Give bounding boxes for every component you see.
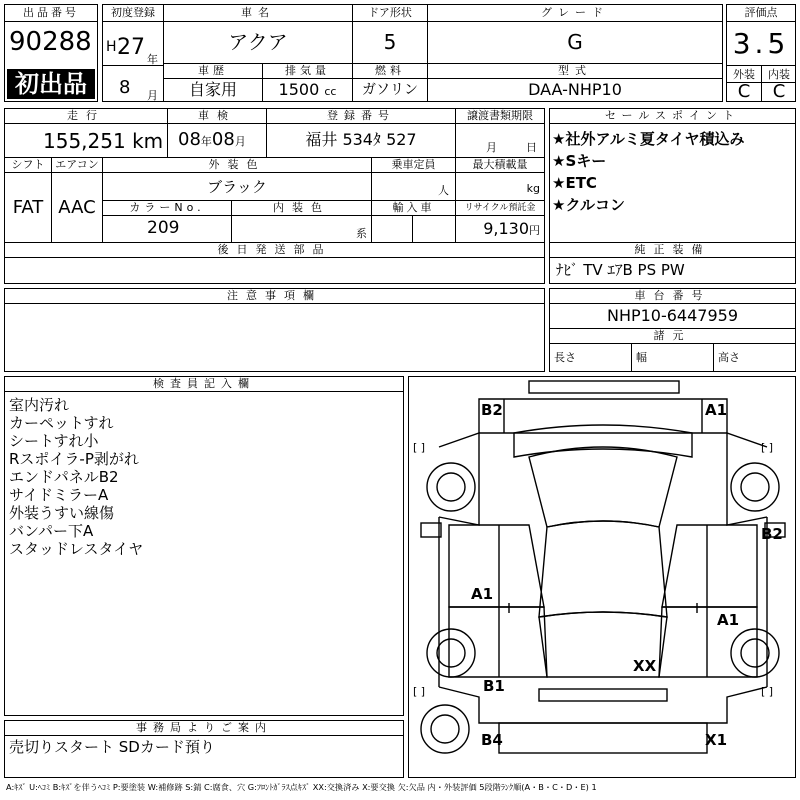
mark-xx: XX xyxy=(633,657,657,675)
inspector-note-line: カーペットすれ xyxy=(9,414,114,432)
capacity-unit: 人 xyxy=(438,184,449,197)
mark-b4: B4 xyxy=(481,731,503,749)
car-name-label: 車名 xyxy=(164,5,352,22)
era-letter: H xyxy=(106,39,117,55)
grade-value: G xyxy=(567,30,583,54)
inspection-month-unit: 月 xyxy=(234,135,246,148)
sales-point-item: ★Sキー xyxy=(552,152,607,170)
sales-points-list xyxy=(550,124,795,216)
notes-label: 注意事項欄 xyxy=(5,289,544,304)
inspector-note-line: エンドパネルB2 xyxy=(9,468,119,486)
interior-grade: C xyxy=(761,81,796,101)
mark-a1-front-right: A1 xyxy=(705,401,728,419)
inspector-note-line: シートすれ小 xyxy=(9,432,99,450)
aircon-value: AAC xyxy=(58,197,96,218)
bracket-left-bottom: [ ] xyxy=(413,685,426,698)
mileage-number: 155,251 xyxy=(43,129,126,153)
grade-cell xyxy=(427,4,723,64)
history-value: 自家用 xyxy=(188,80,237,99)
inspector-note-line: 室内汚れ xyxy=(9,396,70,414)
month-unit: 月 xyxy=(147,89,158,102)
displacement-unit: cc xyxy=(324,85,337,98)
displacement-number: 1500 xyxy=(278,80,320,99)
interior-color-label: 内装色 xyxy=(232,201,371,216)
inspector-note-line: スタッドレスタイヤ xyxy=(9,540,144,558)
lot-number-label: 出品番号 xyxy=(5,5,97,22)
mileage-cell xyxy=(4,108,168,158)
mark-b2-right: B2 xyxy=(761,525,783,543)
sales-points-block xyxy=(549,108,796,243)
aircon-label: エアコン xyxy=(52,158,102,173)
exterior-color-cell xyxy=(102,157,372,201)
max-load-unit: kg xyxy=(526,182,540,195)
fuel-cell xyxy=(352,63,428,102)
lot-number-block xyxy=(4,4,98,102)
inspector-note-line: 外装うすい線傷 xyxy=(9,504,115,522)
inspection-year-unit: 年 xyxy=(200,135,212,148)
width-label: 幅 xyxy=(632,344,714,372)
length-label: 長さ xyxy=(550,344,632,372)
shift-label: シフト xyxy=(5,158,51,173)
model-cell xyxy=(427,63,723,102)
office-text: 売切りスタート SDカード預り xyxy=(9,738,215,756)
max-load-cell xyxy=(455,157,545,201)
aircon-cell xyxy=(51,157,103,243)
height-label: 高さ xyxy=(718,351,740,364)
import-label: 輸入車 xyxy=(372,201,455,216)
car-name-cell xyxy=(163,4,353,64)
history-label: 車歴 xyxy=(164,64,262,79)
shift-cell xyxy=(4,157,52,243)
transfer-docs-label: 譲渡書類期限 xyxy=(456,109,544,124)
capacity-label: 乗車定員 xyxy=(372,158,455,173)
exterior-grade: C xyxy=(737,81,751,102)
inspector-note-line: サイドミラーA xyxy=(9,486,109,504)
later-parts-label: 後日発送部品 xyxy=(5,243,544,258)
mileage-unit: km xyxy=(132,129,164,153)
color-no-cell xyxy=(102,200,232,243)
inspector-label: 検査員記入欄 xyxy=(5,377,403,392)
door-count: 5 xyxy=(383,30,397,54)
mark-x1: X1 xyxy=(705,731,728,749)
equipment-label: 純正装備 xyxy=(550,243,795,258)
mark-a1-right: A1 xyxy=(717,611,740,629)
displacement-label: 排気量 xyxy=(263,64,352,79)
notes-block xyxy=(4,288,545,372)
office-label: 事務局よりご案内 xyxy=(5,721,403,736)
displacement-value xyxy=(263,79,352,103)
color-no-label: カラーNo. xyxy=(103,201,231,216)
equipment-block xyxy=(549,242,796,284)
sales-point-item: ★社外アルミ夏タイヤ積込み xyxy=(552,130,745,148)
legend-text: A:ｷｽﾞ U:ﾍｺﾐ B:ｷｽﾞを伴うﾍｺﾐ P:要塗装 W:補修跡 S:錆 C:腐食、穴 G:ﾌﾛﾝﾄｶﾞﾗｽ点ｷｽﾞ XX:交換済み X:要交換 欠:欠品 内・外装評価 5段階ﾗﾝｸ順(A・B・C・D・E) 1 xyxy=(6,782,597,792)
max-load-label: 最大積載量 xyxy=(456,158,544,173)
sales-point-item: ★ETC xyxy=(552,174,597,192)
chassis-block xyxy=(549,288,796,372)
inspection-label: 車検 xyxy=(168,109,266,124)
capacity-cell xyxy=(371,157,456,201)
fuel-value: ガソリン xyxy=(362,82,418,98)
displacement-cell xyxy=(262,63,353,102)
history-cell xyxy=(163,63,263,102)
inspection-cell xyxy=(167,108,267,158)
transfer-docs-cell xyxy=(455,108,545,158)
score-label: 評価点 xyxy=(727,5,795,22)
sales-points-label: セールスポイント xyxy=(550,109,795,124)
mileage-value xyxy=(43,129,163,153)
plate-value: 福井 534ﾀ 527 xyxy=(305,130,417,149)
transfer-day-unit: 日 xyxy=(526,141,537,154)
chassis-label: 車台番号 xyxy=(550,289,795,304)
inspection-month: 08 xyxy=(211,129,235,150)
recycle-amount: 9,130 xyxy=(483,219,529,238)
door-cell xyxy=(352,4,428,64)
model-value: DAA-NHP10 xyxy=(528,80,622,99)
score-block xyxy=(726,4,796,102)
plate-cell xyxy=(266,108,456,158)
sales-point-item: ★クルコン xyxy=(552,196,625,214)
interior-color-unit: 系 xyxy=(356,227,367,240)
registration-month: 8 xyxy=(119,77,131,98)
plate-label: 登録番号 xyxy=(267,109,455,124)
exterior-color-label: 外装色 xyxy=(103,158,371,173)
chassis-number: NHP10-6447959 xyxy=(550,304,795,329)
recycle-label: リサイクル預託金 xyxy=(456,201,544,216)
inspector-note-line: バンパー下A xyxy=(9,522,94,540)
lot-number: 90288 xyxy=(9,27,92,57)
interior-color-cell xyxy=(231,200,372,243)
inspector-note-line: Rスポイラ-P剥がれ xyxy=(9,450,139,468)
inspection-value xyxy=(178,129,246,150)
mark-b1: B1 xyxy=(483,677,505,695)
color-no: 209 xyxy=(147,218,180,238)
year-unit: 年 xyxy=(147,53,158,66)
office-block xyxy=(4,720,404,778)
damage-diagram xyxy=(408,376,796,778)
mark-b2-front-left: B2 xyxy=(481,401,503,419)
score-value: 3.5 xyxy=(732,27,790,60)
exterior-color: ブラック xyxy=(207,178,267,196)
interior-grade-label: 内装 xyxy=(761,66,796,83)
exterior-grade-label: 外装 xyxy=(727,66,761,83)
first-registration-label: 初度登録 xyxy=(103,5,163,22)
car-outline-icon xyxy=(409,377,797,779)
recycle-value xyxy=(483,219,540,238)
door-label: ドア形状 xyxy=(353,5,427,22)
bracket-right-top: [ ] xyxy=(761,441,774,454)
later-parts-cell xyxy=(4,242,545,284)
bracket-right-bottom: [ ] xyxy=(761,685,774,698)
import-cell xyxy=(371,200,456,243)
dimensions-label: 諸元 xyxy=(550,329,795,344)
car-name: アクア xyxy=(228,30,288,54)
registration-year: 27 xyxy=(117,35,145,60)
recycle-unit: 円 xyxy=(529,224,540,237)
mark-a1-left: A1 xyxy=(471,585,494,603)
first-registration-block xyxy=(102,4,164,102)
equipment-value: ﾅﾋﾞ TV ｴｱB PS PW xyxy=(556,261,685,279)
inspection-year: 08 xyxy=(178,129,201,150)
shift-value: FAT xyxy=(12,197,44,218)
inspector-block xyxy=(4,376,404,716)
transfer-month-unit: 月 xyxy=(486,141,497,154)
first-listing-badge: 初出品 xyxy=(7,69,95,99)
fuel-label: 燃料 xyxy=(353,64,427,79)
grade-label: グレード xyxy=(428,5,722,22)
inspector-notes xyxy=(5,392,403,558)
model-label: 型式 xyxy=(428,64,722,79)
mileage-label: 走行 xyxy=(5,109,167,124)
bracket-left-top: [ ] xyxy=(413,441,426,454)
recycle-cell xyxy=(455,200,545,243)
